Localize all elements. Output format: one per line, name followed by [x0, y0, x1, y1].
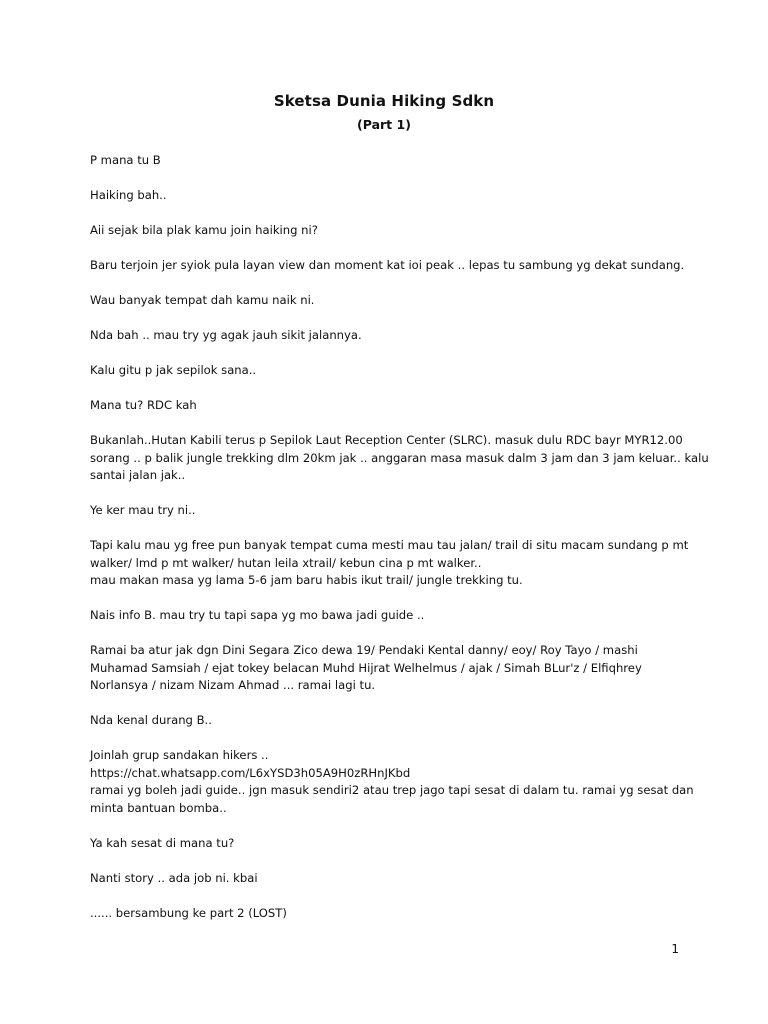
paragraph-line: Wau banyak tempat dah kamu naik ni.: [90, 293, 315, 307]
paragraph-line: Nais info B. mau try tu tapi sapa yg mo bawa jadi guide ..: [90, 608, 425, 622]
paragraph: [90, 607, 690, 625]
paragraph-line: mau makan masa yg lama 5-6 jam baru habis ikut trail/ jungle trekking tu.: [90, 573, 523, 587]
paragraph-line: Kalu gitu p jak sepilok sana..: [90, 363, 257, 377]
paragraph: [90, 397, 690, 415]
paragraph-line: Ramai ba atur jak dgn Dini Segara Zico dewa 19/ Pendaki Kental danny/ eoy/ Roy Tayo / mashi: [90, 643, 638, 657]
document-body: [90, 152, 709, 940]
paragraph: [90, 362, 690, 380]
paragraph-line: Nanti story .. ada job ni. kbai: [90, 870, 258, 885]
paragraph: [90, 537, 690, 590]
paragraph: [90, 257, 690, 275]
paragraph-line: Tapi kalu mau yg free pun banyak tempat cuma mesti mau tau jalan/ trail di situ macam sundang p mt: [90, 538, 689, 552]
paragraph-line: sorang .. p balik jungle trekking dlm 20km jak .. anggaran masa masuk dalm 3 jam dan 3 jam keluar.. kalu: [90, 450, 709, 465]
paragraph-line: ramai yg boleh jadi guide.. jgn masuk sendiri2 atau trep jago tapi sesat di dalam tu. ramai yg sesat dan: [90, 783, 694, 797]
page-number: 1: [671, 942, 679, 956]
paragraph-line: Muhamad Samsiah / ejat tokey belacan Muhd Hijrat Welhelmus / ajak / Simah BLur'z / Elfiqhrey: [90, 660, 642, 675]
document-title: Sketsa Dunia Hiking Sdkn: [273, 92, 495, 110]
paragraph: [90, 222, 690, 240]
paragraph-line: ...... bersambung ke part 2 (LOST): [90, 905, 287, 920]
paragraph: [90, 432, 709, 485]
paragraph: [90, 502, 690, 520]
paragraph: [90, 152, 690, 170]
paragraph: [90, 292, 690, 310]
paragraph: [90, 712, 690, 730]
paragraph-line: Ye ker mau try ni..: [90, 503, 196, 517]
paragraph: [90, 870, 690, 888]
paragraph: [90, 187, 690, 205]
paragraph-line: Joinlah grup sandakan hikers ..: [90, 748, 269, 762]
paragraph-line: Bukanlah..Hutan Kabili terus p Sepilok Laut Reception Center (SLRC). masuk dulu RDC bayr MYR12.00: [90, 433, 683, 447]
paragraph-line: santai jalan jak..: [90, 468, 186, 482]
document-subtitle: (Part 1): [357, 117, 411, 132]
paragraph-line: https://chat.whatsapp.com/L6xYSD3h05A9H0zRHnJKbd: [90, 765, 411, 780]
paragraph-line: Mana tu? RDC kah: [90, 398, 197, 412]
paragraph-line: P mana tu B: [90, 153, 161, 167]
paragraph: [90, 642, 690, 695]
paragraph-line: Ya kah sesat di mana tu?: [90, 835, 235, 850]
paragraph-line: Nda kenal durang B..: [90, 713, 212, 727]
paragraph-line: Baru terjoin jer syiok pula layan view dan moment kat ioi peak .. lepas tu sambung yg dekat sundang.: [90, 258, 685, 272]
paragraph-line: Norlansya / nizam Nizam Ahmad ... ramai lagi tu.: [90, 678, 376, 692]
paragraph: [90, 905, 690, 923]
paragraph-line: Haiking bah..: [90, 188, 167, 202]
paragraph-line: minta bantuan bomba..: [90, 800, 227, 815]
paragraph: [90, 327, 690, 345]
paragraph-line: Aii sejak bila plak kamu join haiking ni?: [90, 223, 318, 237]
paragraph-line: Nda bah .. mau try yg agak jauh sikit jalannya.: [90, 328, 362, 342]
paragraph: [90, 747, 694, 817]
paragraph: [90, 835, 690, 853]
paragraph-line: walker/ lmd p mt walker/ hutan leila xtrail/ kebun cina p mt walker..: [90, 555, 482, 570]
